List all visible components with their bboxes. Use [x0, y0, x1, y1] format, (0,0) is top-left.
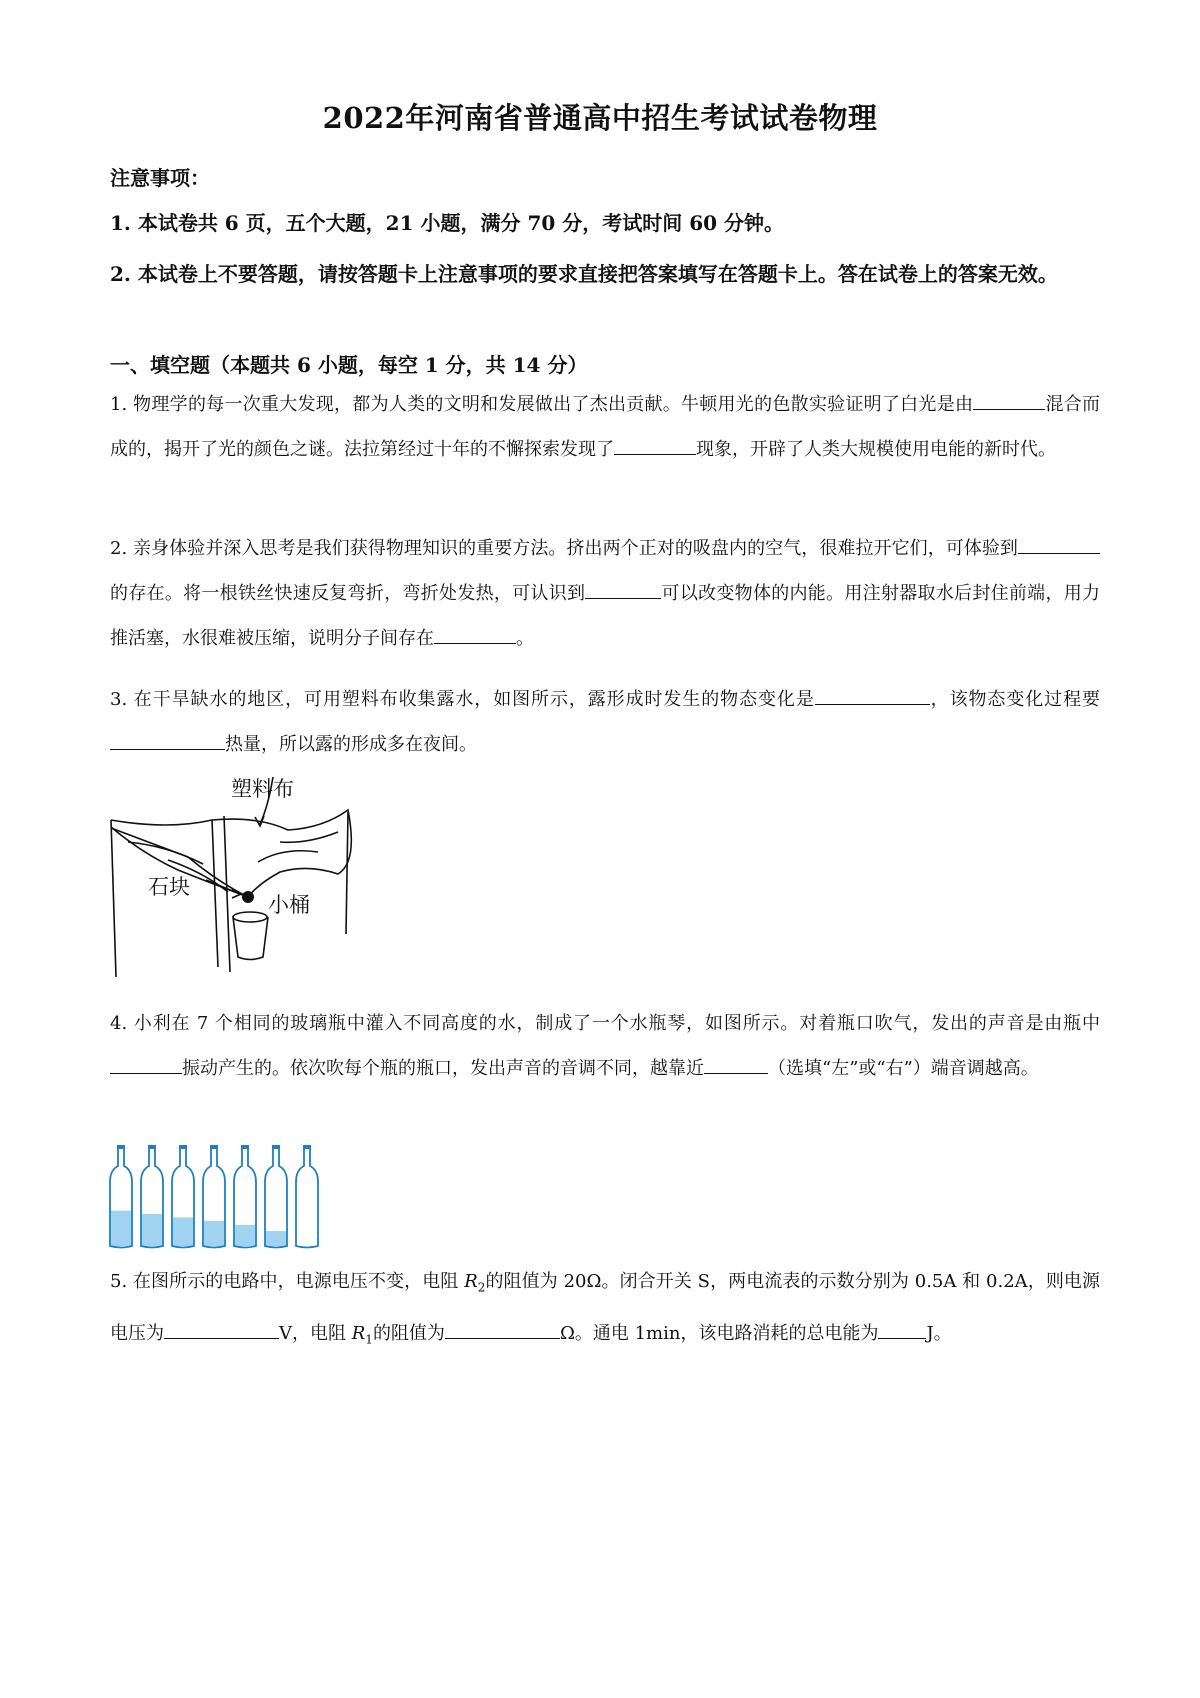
bottle-water — [111, 1211, 131, 1246]
q5-text-b: 的阻值为 20Ω。闭合开关 S，两电流表的示数分别为 0.5A 和 0.2A，则电源电压为 — [110, 1271, 1100, 1344]
q3-text-b: ，该物态变化过程要 — [929, 689, 1100, 710]
section-heading-fill-in: 一、填空题（本题共 6 小题，每空 1 分，共 14 分） — [110, 353, 588, 377]
page-title: 2022年河南省普通高中招生考试试卷物理 — [322, 101, 878, 135]
bottle-rim — [148, 1145, 156, 1149]
r2-subscript: 2 — [477, 1280, 486, 1295]
bottle-rim — [210, 1145, 218, 1149]
q2-text-a: 2. 亲身体验并深入思考是我们获得物理知识的重要方法。挤出两个正对的吸盘内的空气，很难拉开它们，可体验到 — [110, 538, 1018, 559]
answer-blank — [614, 436, 696, 455]
question-5 — [110, 1259, 1100, 1362]
label-bucket: 小桶 — [268, 893, 310, 917]
middle-pole-b — [224, 816, 230, 972]
bottle-rim — [241, 1145, 249, 1149]
r1-symbol: R — [351, 1322, 366, 1344]
label-plastic-cloth: 塑料布 — [231, 777, 294, 801]
q4-text-b: 振动产生的。依次吹每个瓶的瓶口，发出声音的音调不同，越靠近 — [182, 1058, 704, 1079]
answer-blank — [110, 731, 225, 750]
answer-blank — [110, 1055, 182, 1074]
notice-rule-1: 1. 本试卷共 6 页，五个大题，21 小题，满分 70 分，考试时间 60 分钟。 — [110, 211, 784, 235]
bottle — [296, 1145, 318, 1248]
middle-pole-a — [212, 820, 218, 967]
question-2 — [110, 526, 1100, 661]
answer-blank — [434, 625, 516, 644]
bottle-rim — [117, 1145, 125, 1149]
bottle-water — [204, 1221, 224, 1246]
notice-heading: 注意事项： — [110, 166, 210, 190]
r1-subscript: 1 — [365, 1332, 373, 1347]
q5-text-f: J。 — [926, 1322, 952, 1344]
bottle — [203, 1145, 225, 1248]
bottle-water — [142, 1214, 162, 1246]
bottle — [110, 1145, 132, 1248]
notice-rule-2: 2. 本试卷上不要答题，请按答题卡上注意事项的要求直接把答案填写在答题卡上。答在试卷上的答案无效。 — [110, 262, 1058, 286]
answer-blank — [585, 580, 661, 599]
bucket — [233, 917, 268, 960]
q1-text-c: 现象，开辟了人类大规模使用电能的新时代。 — [696, 439, 1056, 460]
q5-text-d: 的阻值为 — [372, 1322, 445, 1344]
answer-blank — [445, 1320, 560, 1339]
q4-text-a: 4. 小利在 7 个相同的玻璃瓶中灌入不同高度的水，制成了一个水瓶琴，如图所示。对着瓶口吹气，发出的声音是由瓶中 — [110, 1013, 1100, 1034]
q2-text-d: 。 — [516, 628, 534, 649]
r2-symbol: R — [464, 1271, 478, 1292]
dew-collection-figure — [108, 772, 388, 982]
left-pole — [111, 820, 116, 977]
q1-text-b: 混合而成的，揭开了光的颜色之谜。法拉第经过十年的不懈探索发现了 — [110, 394, 1101, 460]
q5-text-a: 5. 在图所示的电路中，电源电压不变，电阻 — [110, 1271, 465, 1292]
water-bottle-xylophone-figure — [108, 1142, 338, 1252]
q3-text-a: 3. 在干旱缺水的地区，可用塑料布收集露水，如图所示，露形成时发生的物态变化是 — [110, 689, 815, 710]
stone — [242, 891, 254, 903]
q3-text-c: 热量，所以露的形成多在夜间。 — [225, 734, 477, 755]
answer-blank — [704, 1055, 768, 1074]
question-1 — [110, 382, 1100, 472]
question-3 — [110, 677, 1100, 767]
bottle-rim — [303, 1145, 311, 1149]
answer-blank — [815, 686, 930, 705]
bottle — [172, 1145, 194, 1248]
answer-blank — [1018, 535, 1100, 554]
q5-text-c: V，电阻 — [279, 1322, 352, 1344]
bottle-water — [235, 1225, 255, 1246]
answer-blank — [878, 1320, 926, 1339]
bottle-water — [266, 1231, 286, 1246]
bottle-rim — [272, 1145, 280, 1149]
q5-text-e: Ω。通电 1min，该电路消耗的总电能为 — [559, 1322, 879, 1344]
answer-blank — [973, 391, 1045, 410]
q1-text-a: 1. 物理学的每一次重大发现，都为人类的文明和发展做出了杰出贡献。牛顿用光的色散实验证明了白光是由 — [110, 394, 974, 415]
label-stone: 石块 — [148, 875, 190, 899]
bottle — [141, 1145, 163, 1248]
right-pole — [346, 812, 348, 934]
answer-blank — [164, 1320, 279, 1339]
bottle-outline — [296, 1148, 318, 1248]
question-4 — [110, 1001, 1100, 1091]
q2-text-c: 可以改变物体的内能。用注射器取水后封住前端，用力推活塞，水很难被压缩，说明分子间存在 — [110, 583, 1100, 649]
q4-text-c: （选填“左”或“右”）端音调越高。 — [768, 1058, 1039, 1079]
bottle — [234, 1145, 256, 1248]
bottle-rim — [179, 1145, 187, 1149]
bottle-water — [173, 1217, 193, 1246]
q2-text-b: 的存在。将一根铁丝快速反复弯折，弯折处发热，可认识到 — [110, 583, 586, 604]
bottle — [265, 1145, 287, 1248]
